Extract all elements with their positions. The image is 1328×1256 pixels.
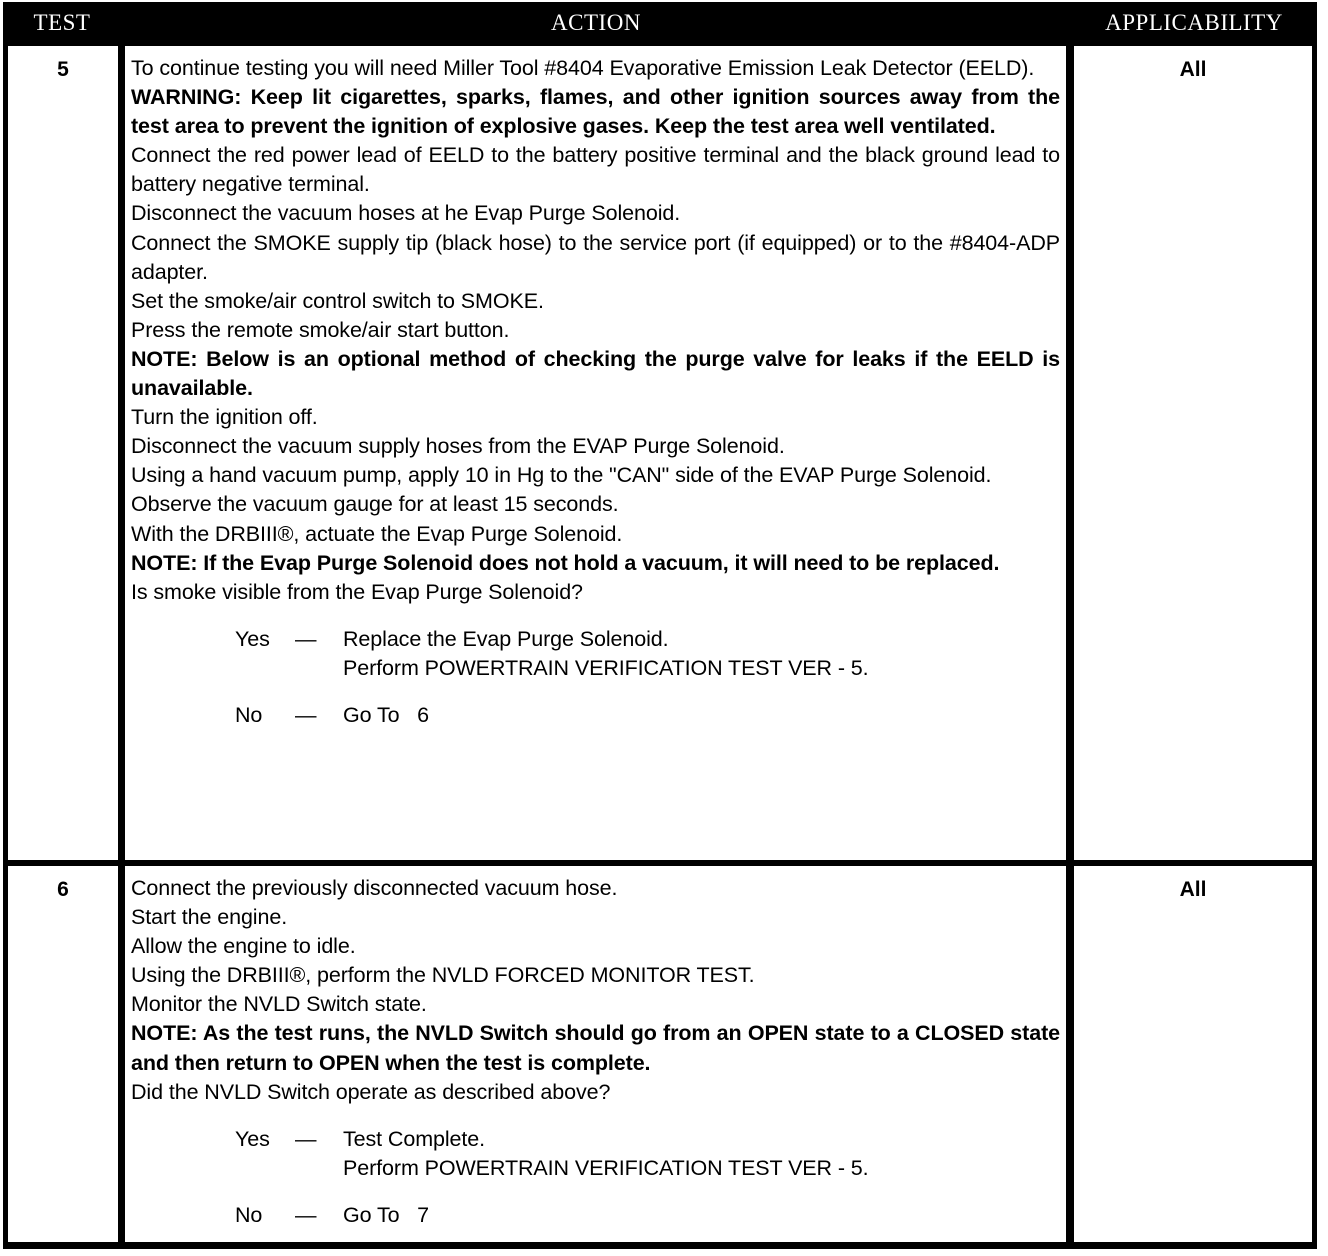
action-line: Turn the ignition off.: [131, 405, 318, 430]
no-label: No: [235, 1202, 263, 1227]
yes-response-continued: [131, 654, 1060, 683]
test-number-cell: 6: [8, 866, 118, 1242]
action-line: Disconnect the vacuum hoses at he Evap Purge Solenoid.: [131, 201, 681, 226]
action-line: Observe the vacuum gauge for at least 15 seconds.: [131, 492, 619, 517]
header-action: ACTION: [551, 10, 641, 35]
no-response: [131, 701, 1060, 730]
diagnostic-test-table: [3, 2, 1317, 1249]
yes-response: [131, 1125, 1060, 1154]
note-text: NOTE: If the Evap Purge Solenoid does not hold a vacuum, it will need to be replaced.: [131, 550, 1000, 575]
no-dash: —: [295, 1202, 317, 1227]
note-text: NOTE: As the test runs, the NVLD Switch should go from an OPEN state to a CLOSED state and then return to OPEN when the test is complete.: [131, 1021, 1060, 1075]
yes-label: Yes: [235, 626, 270, 651]
no-label: No: [235, 702, 263, 727]
yes-action: Test Complete.: [343, 1126, 485, 1151]
yes-label: Yes: [235, 1126, 270, 1151]
action-line: Monitor the NVLD Switch state.: [131, 992, 427, 1017]
header-test: TEST: [33, 10, 91, 35]
action-line: Connect the previously disconnected vacuum hose.: [131, 876, 618, 900]
action-line: With the DRBIII®, actuate the Evap Purge Solenoid.: [131, 521, 623, 546]
no-goto: Go To 7: [343, 1202, 429, 1227]
action-cell: [125, 46, 1066, 860]
action-line: Using a hand vacuum pump, apply 10 in Hg to the "CAN" side of the EVAP Purge Solenoid.: [131, 463, 992, 488]
question-text: Is smoke visible from the Evap Purge Solenoid?: [131, 579, 583, 604]
yes-action: Replace the Evap Purge Solenoid.: [343, 626, 669, 651]
action-line: Set the smoke/air control switch to SMOKE.: [131, 288, 544, 313]
warning-text: WARNING: Keep lit cigarettes, sparks, flames, and other ignition sources away from the test area to prevent the ignition of explosive gases. Keep the test area well ventilated.: [131, 85, 1060, 139]
action-line: Start the engine.: [131, 905, 288, 930]
yes-dash: —: [295, 626, 317, 651]
yes-action-verification: Perform POWERTRAIN VERIFICATION TEST VER - 5.: [343, 1155, 869, 1180]
note-text: NOTE: Below is an optional method of checking the purge valve for leaks if the EELD is unavailable.: [131, 346, 1060, 401]
question-text: Did the NVLD Switch operate as described above?: [131, 1079, 611, 1104]
no-goto: Go To 6: [343, 702, 429, 727]
applicability-cell: All: [1074, 866, 1312, 1242]
action-line: Connect the SMOKE supply tip (black hose) to the service port (if equipped) or to the #8404-ADP adapter.: [131, 230, 1060, 284]
action-line: Press the remote smoke/air start button.: [131, 317, 510, 342]
action-line: Disconnect the vacuum supply hoses from the EVAP Purge Solenoid.: [131, 434, 785, 459]
action-cell: [125, 866, 1066, 1242]
applicability-cell: All: [1074, 46, 1312, 860]
header-applicability: APPLICABILITY: [1105, 10, 1283, 35]
no-dash: —: [295, 702, 317, 727]
yes-dash: —: [295, 1126, 317, 1151]
no-response: [131, 1201, 1060, 1230]
action-line: Connect the red power lead of EELD to the battery positive terminal and the black ground lead to battery negative terminal.: [131, 143, 1060, 197]
yes-response-continued: [131, 1154, 1060, 1183]
action-line: Allow the engine to idle.: [131, 934, 356, 959]
test-number-cell: 5: [8, 46, 118, 860]
yes-action-verification: Perform POWERTRAIN VERIFICATION TEST VER - 5.: [343, 655, 869, 680]
yes-response: [131, 625, 1060, 654]
action-line: Using the DRBIII®, perform the NVLD FORCED MONITOR TEST.: [131, 963, 755, 988]
action-line: To continue testing you will need Miller Tool #8404 Evaporative Emission Leak Detector (EELD).: [131, 56, 1035, 80]
